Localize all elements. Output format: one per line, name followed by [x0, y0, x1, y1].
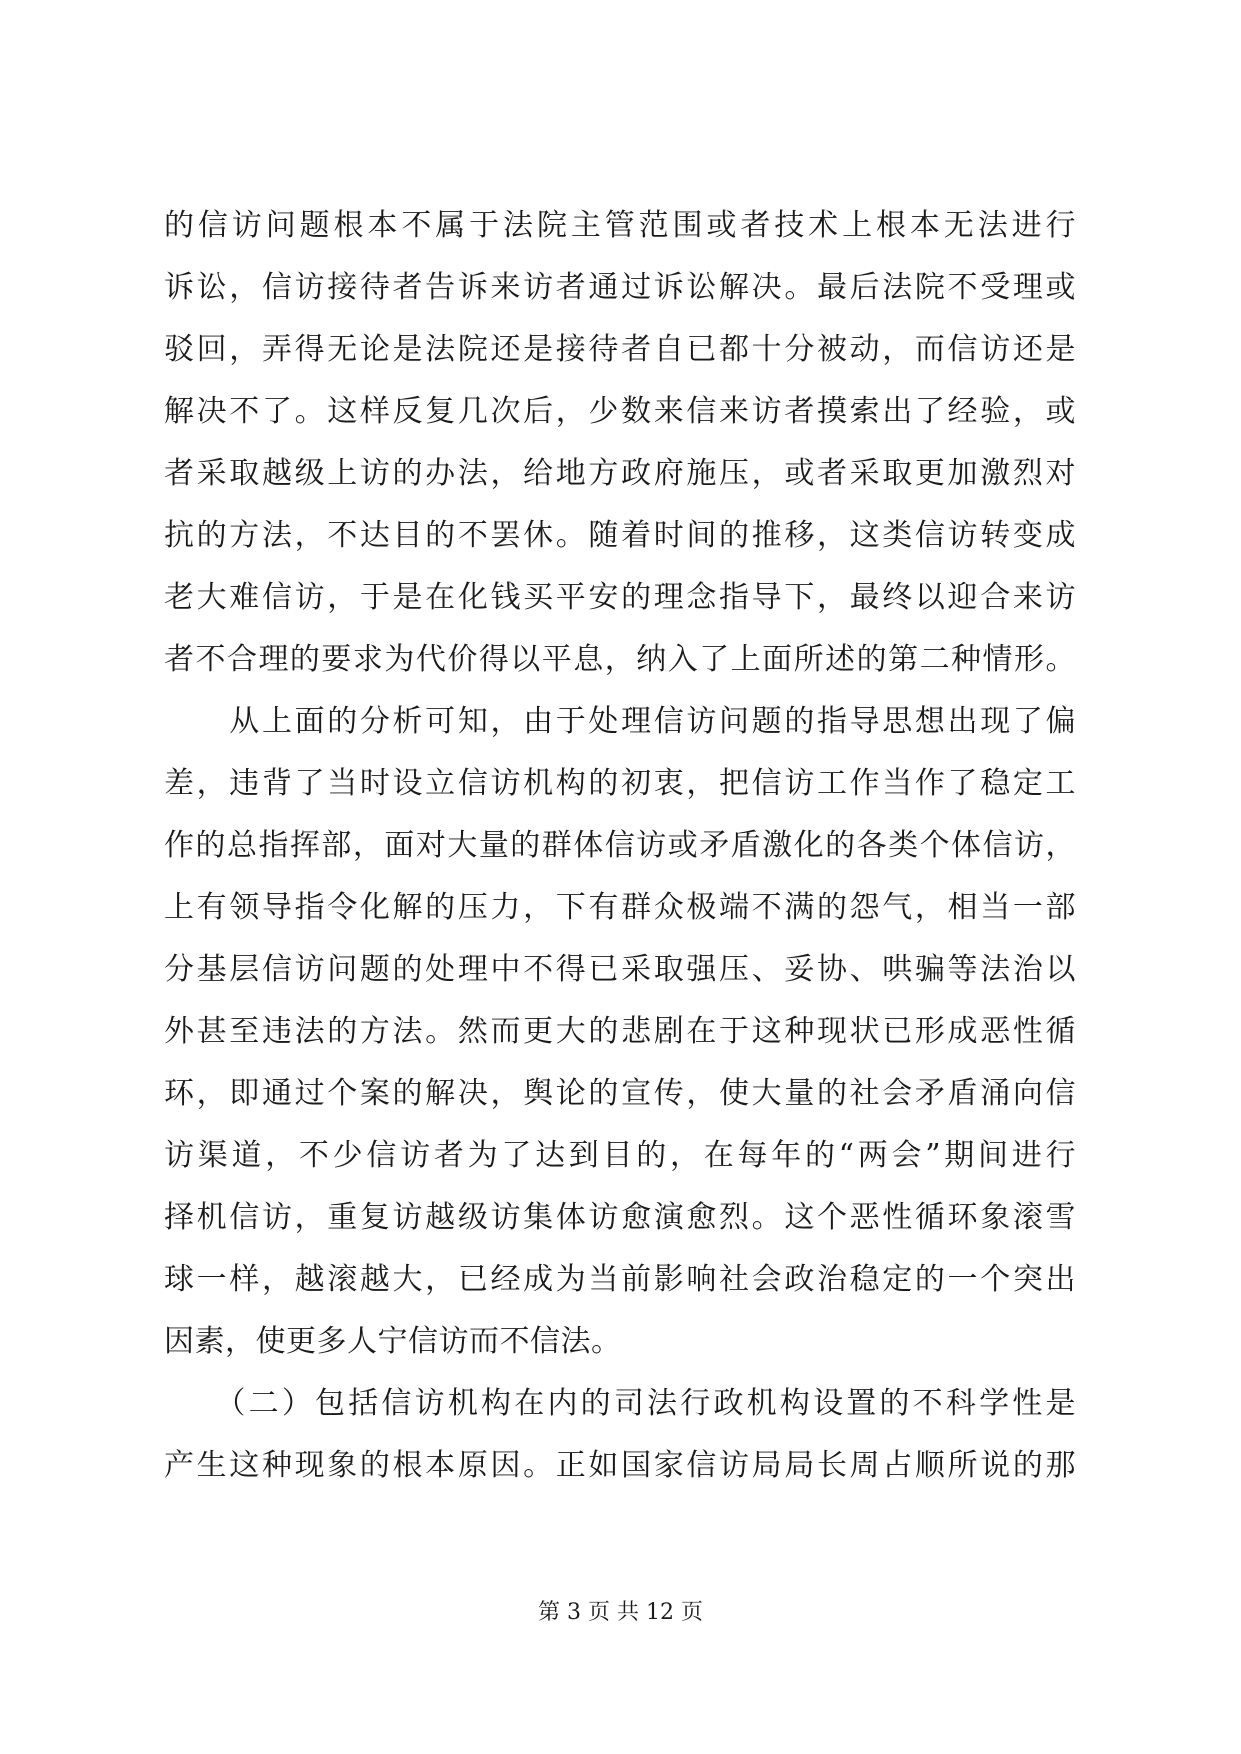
paragraph-end-line: 因素，使更多人宁信访而不信法。	[164, 1324, 622, 1359]
paragraph-start-line: （二）包括信访机构在内的司法行政机构设置的不科学性是	[164, 1386, 1076, 1421]
text-line: 诉讼，信访接待者告诉来访者通过诉讼解决。最后法院不受理或	[164, 270, 1076, 305]
text-line: 差，违背了当时设立信访机构的初衷，把信访工作当作了稳定工	[164, 766, 1076, 801]
text-line: 抗的方法，不达目的不罢休。随着时间的推移，这类信访转变成	[164, 518, 1076, 553]
paragraph-start-line: 从上面的分析可知，由于处理信访问题的指导思想出现了偏	[164, 704, 1076, 739]
text-line: 产生这种现象的根本原因。正如国家信访局局长周占顺所说的那	[164, 1448, 1076, 1483]
text-line: 解决不了。这样反复几次后，少数来信来访者摸索出了经验，或	[164, 394, 1076, 429]
page-footer: 第 3 页 共 12 页	[538, 1600, 703, 1625]
text-line: 择机信访，重复访越级访集体访愈演愈烈。这个恶性循环象滚雪	[164, 1200, 1076, 1235]
text-line: 老大难信访，于是在化钱买平安的理念指导下，最终以迎合来访	[164, 580, 1076, 615]
text-line: 分基层信访问题的处理中不得已采取强压、妥协、哄骗等法治以	[164, 952, 1076, 987]
text-line: 者不合理的要求为代价得以平息，纳入了上面所述的第二种情形。	[164, 642, 1076, 677]
text-line: 驳回，弄得无论是法院还是接待者自已都十分被动，而信访还是	[164, 332, 1076, 367]
text-line: 访渠道，不少信访者为了达到目的，在每年的“两会”期间进行	[164, 1138, 1076, 1173]
text-line: 上有领导指令化解的压力，下有群众极端不满的怨气，相当一部	[164, 890, 1076, 925]
text-line: 的信访问题根本不属于法院主管范围或者技术上根本无法进行	[164, 208, 1076, 243]
text-line: 环，即通过个案的解决，舆论的宣传，使大量的社会矛盾涌向信	[164, 1076, 1076, 1111]
text-line: 作的总指挥部，面对大量的群体信访或矛盾激化的各类个体信访，	[164, 828, 1076, 863]
text-line: 外甚至违法的方法。然而更大的悲剧在于这种现状已形成恶性循	[164, 1014, 1076, 1049]
text-line: 者采取越级上访的办法，给地方政府施压，或者采取更加激烈对	[164, 456, 1076, 491]
text-line: 球一样，越滚越大，已经成为当前影响社会政治稳定的一个突出	[164, 1262, 1076, 1297]
